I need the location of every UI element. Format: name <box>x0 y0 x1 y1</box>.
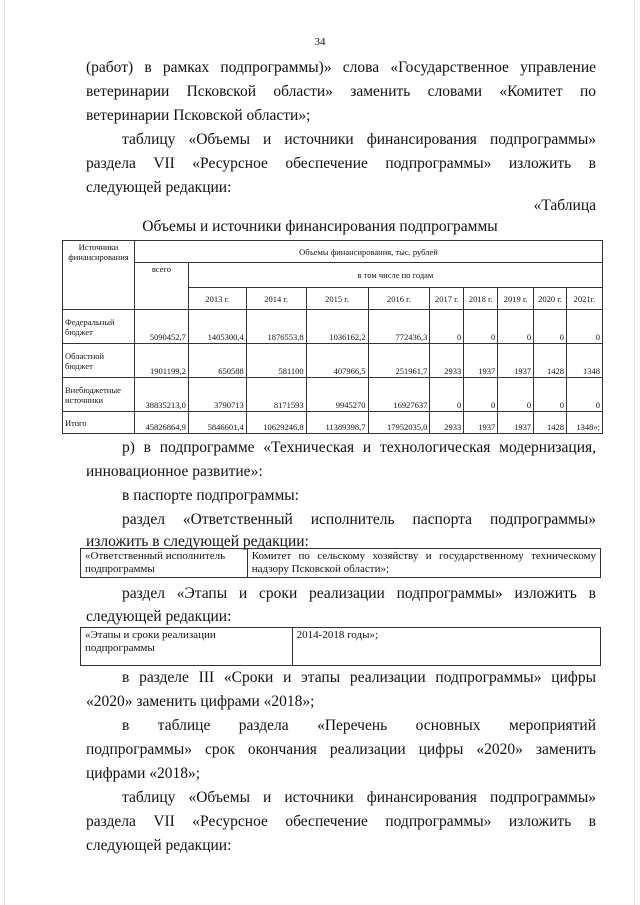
cell-value: 1937 <box>498 344 534 378</box>
row-label: Федеральный бюджет <box>63 310 135 344</box>
paragraph-3-line-2: инновационное развитие»: <box>86 463 263 480</box>
cell-value: 0 <box>464 378 498 412</box>
table-row <box>63 412 603 434</box>
paragraph-1-line-3: ветеринарии Псковской области»; <box>86 107 311 124</box>
paragraph-2-line-1: таблицу «Объемы и источники финансирования подпрограммы» <box>122 131 596 148</box>
box2-value: 2014-2018 годы»; <box>292 628 600 666</box>
cell-value: 1428 <box>534 412 567 434</box>
header-by-year: в том числе по годам <box>188 263 602 288</box>
year-header: 2019 г. <box>498 288 534 310</box>
cell-value: 10629246,8 <box>246 412 306 434</box>
paragraph-9-line-3: следующей редакции: <box>86 837 232 854</box>
row-total: 5090452,7 <box>134 310 188 344</box>
row-total: 1901199,2 <box>134 344 188 378</box>
cell-value: 581100 <box>246 344 306 378</box>
header-volumes: Объемы финансирования, тыс. рублей <box>134 241 602 263</box>
cell-value: 1937 <box>464 412 498 434</box>
cell-value: 2933 <box>430 344 464 378</box>
year-header: 2015 г. <box>306 288 368 310</box>
cell-value: 0 <box>534 378 567 412</box>
scan-edge-right <box>634 0 635 905</box>
row-label: Итого <box>63 412 135 434</box>
scan-edge-left <box>4 0 5 905</box>
box2-label: «Этапы и сроки реализации подпрограммы <box>81 628 293 666</box>
cell-value: 1876553,8 <box>246 310 306 344</box>
cell-value: 0 <box>498 310 534 344</box>
paragraph-8-line-1: в таблице раздела «Перечень основных мероприятий <box>122 717 596 734</box>
cell-value: 650588 <box>188 344 246 378</box>
cell-value: 0 <box>430 378 464 412</box>
page-number: 34 <box>314 36 326 48</box>
table-row <box>63 378 603 412</box>
cell-value: 5846601,4 <box>188 412 246 434</box>
cell-value: 17952035,0 <box>368 412 430 434</box>
year-header: 2017 г. <box>430 288 464 310</box>
cell-value: 0 <box>464 310 498 344</box>
paragraph-7-line-1: в разделе III «Сроки и этапы реализации подпрограммы» цифры <box>122 669 596 686</box>
table-row <box>63 310 603 344</box>
table-title: Объемы и источники финансирования подпрограммы <box>142 218 498 235</box>
year-header: 2021г. <box>566 288 602 310</box>
paragraph-3-line-1: р) в подпрограмме «Техническая и технологическая модернизация, <box>122 439 596 456</box>
cell-value: 772436,3 <box>368 310 430 344</box>
paragraph-5-line-2: изложить в следующей редакции: <box>86 533 309 550</box>
cell-value: 1036162,2 <box>306 310 368 344</box>
paragraph-9-line-2: раздела VII «Ресурсное обеспечение подпрограммы» изложить в <box>86 813 596 830</box>
year-header: 2020 г. <box>534 288 567 310</box>
cell-value: 0 <box>534 310 567 344</box>
paragraph-5-line-1: раздел «Ответственный исполнитель паспорта подпрограммы» <box>122 511 596 528</box>
row-total: 45826864,9 <box>134 412 188 434</box>
header-total: всего <box>134 263 188 310</box>
row-total: 38835213,0 <box>134 378 188 412</box>
cell-value: 1428 <box>534 344 567 378</box>
paragraph-9-line-1: таблицу «Объемы и источники финансирования подпрограммы» <box>122 789 596 806</box>
cell-value: 407966,5 <box>306 344 368 378</box>
cell-value: 11389398,7 <box>306 412 368 434</box>
cell-value: 1405300,4 <box>188 310 246 344</box>
box1-value: Комитет по сельскому хозяйству и государственному техническому надзору Псковской области»; <box>247 549 600 578</box>
paragraph-1-line-2: ветеринарии Псковской области» заменить словами «Комитет по <box>86 83 596 100</box>
cell-value: 0 <box>566 378 602 412</box>
cell-value: 3790713 <box>188 378 246 412</box>
paragraph-7-line-2: «2020» заменить цифрами «2018»; <box>86 693 315 710</box>
cell-value: 0 <box>566 310 602 344</box>
paragraph-1-line-1: (работ) в рамках подпрограммы)» слова «Государственное управление <box>86 59 596 76</box>
table-quote-label: «Таблица <box>533 197 596 214</box>
row-label: Внебюджетные источники <box>63 378 135 412</box>
cell-value: 1348»; <box>566 412 602 434</box>
paragraph-2-line-3: следующей редакции: <box>86 179 232 196</box>
cell-value: 0 <box>498 378 534 412</box>
year-header: 2016 г. <box>368 288 430 310</box>
cell-value: 9945270 <box>306 378 368 412</box>
paragraph-4: в паспорте подпрограммы: <box>122 487 299 504</box>
header-source: Источники финансирования <box>63 241 135 310</box>
box1-label: «Ответственный исполнитель подпрограммы <box>81 549 248 578</box>
year-header: 2013 г. <box>188 288 246 310</box>
financing-table <box>62 240 603 434</box>
paragraph-6-line-1: раздел «Этапы и сроки реализации подпрограммы» изложить в <box>122 585 596 602</box>
cell-value: 8171593 <box>246 378 306 412</box>
year-header: 2014 г. <box>246 288 306 310</box>
cell-value: 1937 <box>498 412 534 434</box>
stages-table <box>80 627 601 666</box>
paragraph-8-line-3: цифрами «2018»; <box>86 765 201 782</box>
cell-value: 0 <box>430 310 464 344</box>
paragraph-6-line-2: следующей редакции: <box>86 608 232 625</box>
paragraph-2-line-2: раздела VII «Ресурсное обеспечение подпрограммы» изложить в <box>86 155 596 172</box>
row-label: Областной бюджет <box>63 344 135 378</box>
table-row <box>63 344 603 378</box>
cell-value: 2933 <box>430 412 464 434</box>
cell-value: 251961,7 <box>368 344 430 378</box>
paragraph-8-line-2: подпрограммы» срок окончания реализации цифры «2020» заменить <box>86 741 596 758</box>
cell-value: 16927637 <box>368 378 430 412</box>
cell-value: 1348 <box>566 344 602 378</box>
year-header: 2018 г. <box>464 288 498 310</box>
cell-value: 1937 <box>464 344 498 378</box>
responsible-executor-table <box>80 548 601 578</box>
